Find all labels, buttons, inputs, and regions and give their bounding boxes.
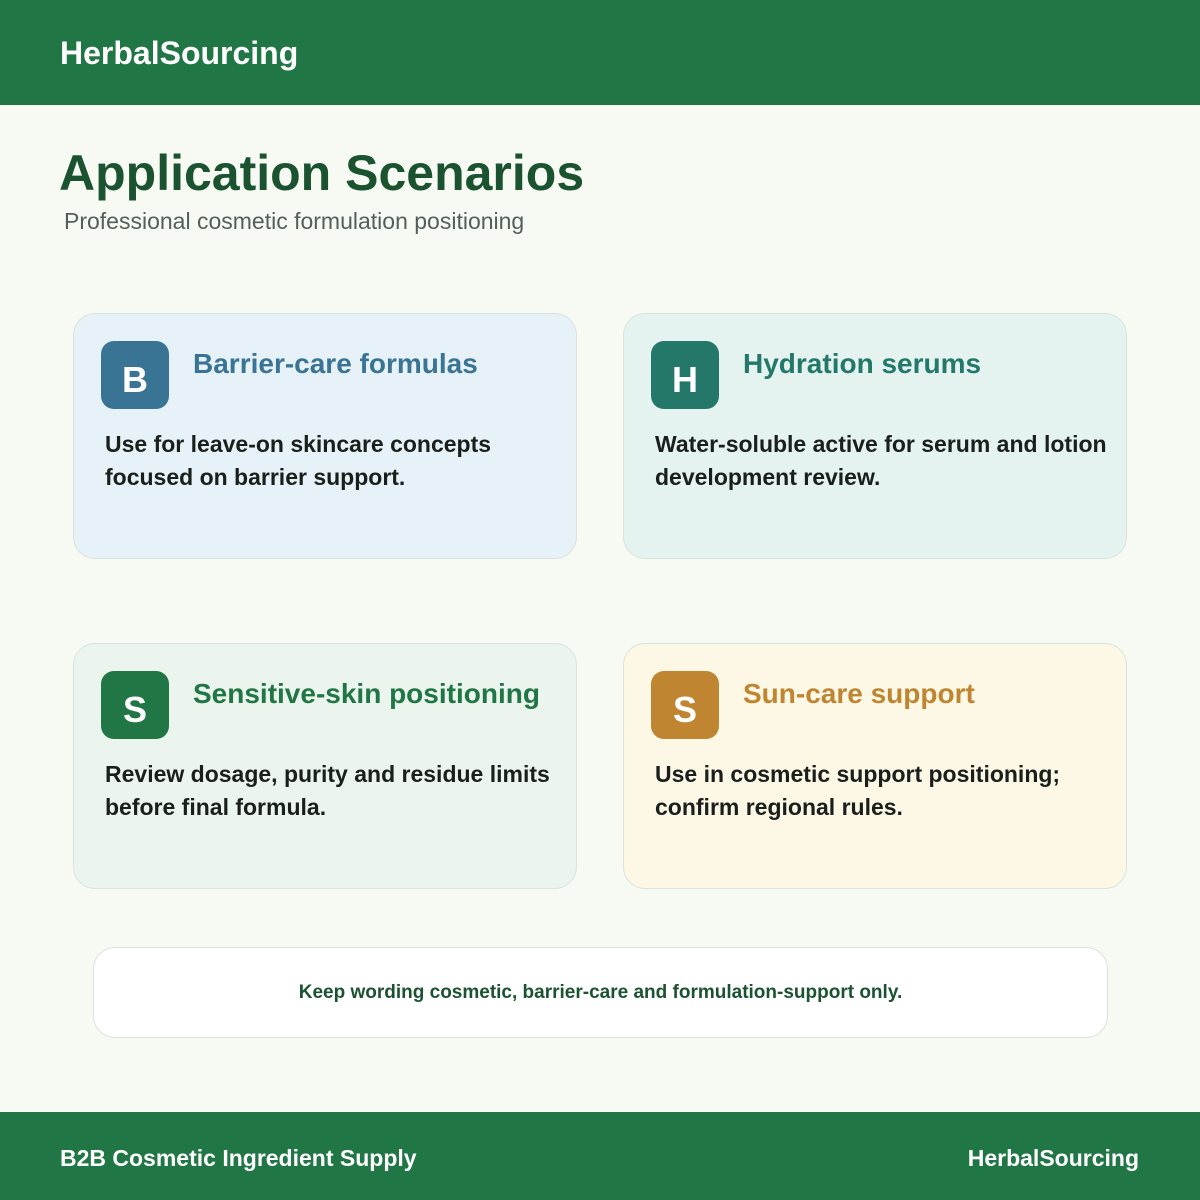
bottom-footer [0, 1112, 1200, 1200]
footer-brand[interactable]: HerbalSourcing [967, 1145, 1139, 1171]
card-description: Review dosage, purity and residue limits before final formula. [105, 761, 550, 820]
card-title: Sun-care support [743, 678, 975, 709]
page-title: Application Scenarios [59, 145, 585, 201]
compliance-note [93, 947, 1108, 1038]
card-description: Use in cosmetic support positioning; confirm regional rules. [655, 761, 1061, 820]
badge-s-icon: S [651, 671, 719, 739]
badge-h-icon: H [651, 341, 719, 409]
compliance-note-text: Keep wording cosmetic, barrier-care and formulation-support only. [298, 981, 903, 1003]
page-subtitle: Professional cosmetic formulation positioning [64, 208, 525, 234]
card-title: Sensitive-skin positioning [193, 678, 540, 709]
card-title: Hydration serums [743, 348, 982, 379]
card-title: Barrier-care formulas [193, 348, 478, 379]
scenario-card-barrier-care [73, 313, 577, 559]
brand-logo-text[interactable]: HerbalSourcing [60, 35, 299, 71]
badge-s-icon: S [101, 671, 169, 739]
scenario-card-hydration [623, 313, 1127, 559]
scenario-card-sun-care [623, 643, 1127, 889]
card-description: Use for leave-on skincare concepts focused on barrier support. [105, 431, 492, 490]
footer-tagline: B2B Cosmetic Ingredient Supply [60, 1145, 417, 1171]
card-description: Water-soluble active for serum and lotion development review. [655, 431, 1107, 490]
badge-b-icon: B [101, 341, 169, 409]
top-header [0, 0, 1200, 105]
scenario-card-sensitive-skin [73, 643, 577, 889]
